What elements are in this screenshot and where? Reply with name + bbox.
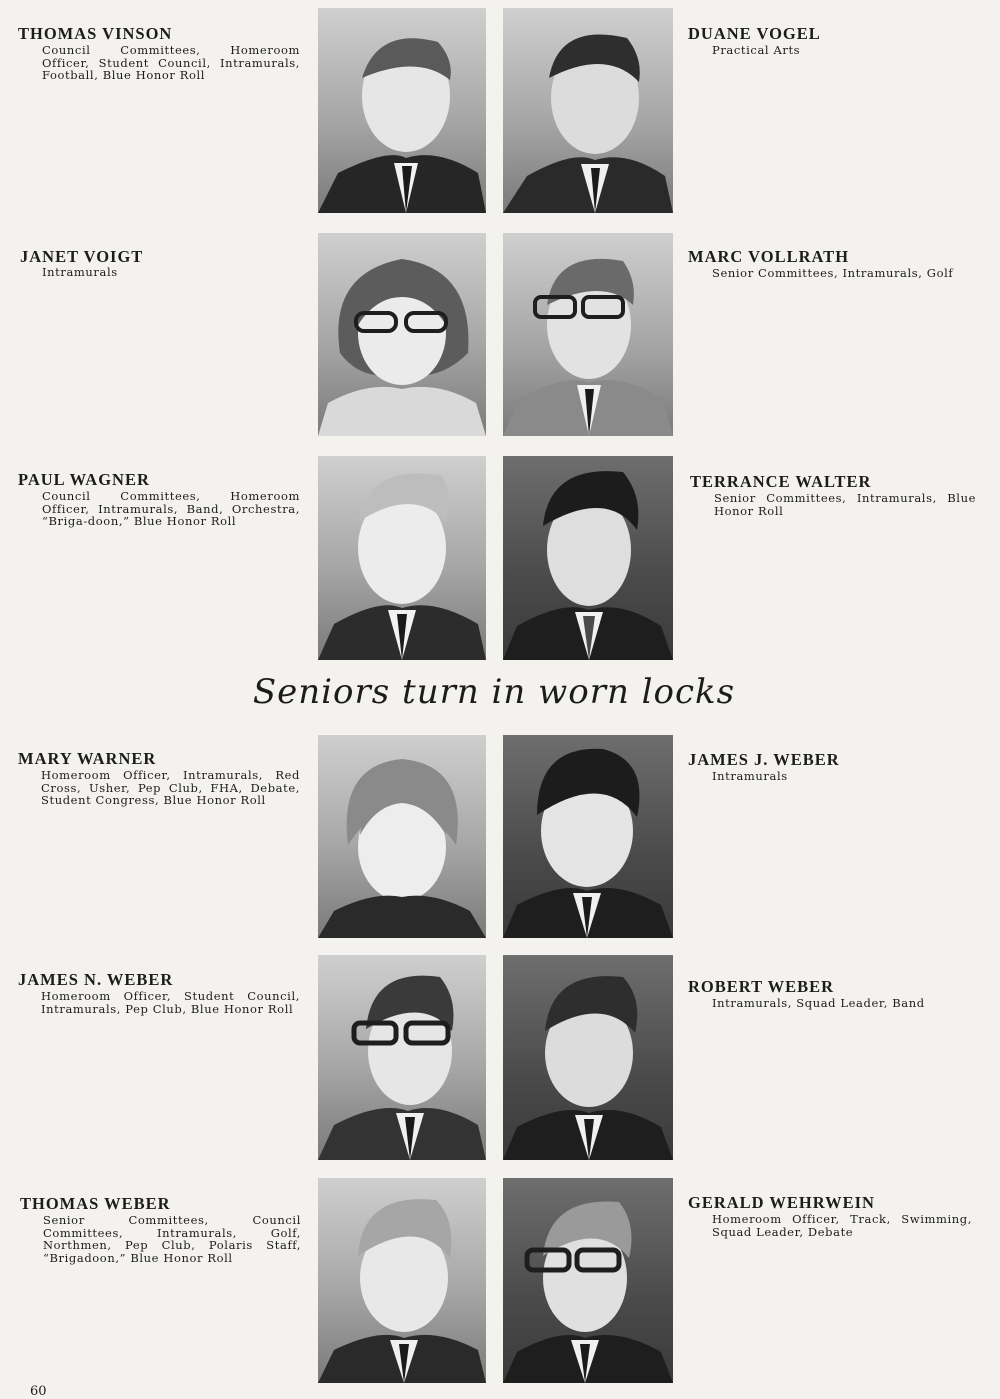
portrait-photo-janet-voigt xyxy=(318,233,486,436)
senior-name-janet-voigt: JANET VOIGT xyxy=(20,247,144,266)
senior-name-duane-vogel: DUANE VOGEL xyxy=(688,24,821,43)
senior-activities-james-n-weber: Homeroom Officer, Student Council, Intramurals, Pep Club, Blue Honor Roll xyxy=(41,989,300,1016)
senior-activities-mary-warner: Homeroom Officer, Intramurals, Red Cross, Usher, Pep Club, FHA, Debate, Student Congress, Blue Honor Roll xyxy=(41,768,300,807)
senior-activities-gerald-wehrwein: Homeroom Officer, Track, Swimming, Squad Leader, Debate xyxy=(712,1212,972,1239)
portrait-photo-mary-warner xyxy=(318,735,486,938)
senior-activities-thomas-vinson: Council Committees, Homeroom Officer, Student Council, Intramurals, Football, Blue Honor Roll xyxy=(42,43,300,82)
page-number: 60 xyxy=(30,1384,47,1399)
portrait-photo-thomas-vinson xyxy=(318,8,486,213)
senior-activities-paul-wagner: Council Committees, Homeroom Officer, Intramurals, Band, Orchestra, “Briga-doon,” Blue Honor Roll xyxy=(42,489,300,528)
senior-activities-thomas-weber: Senior Committees, Council Committees, Intramurals, Golf, Northmen, Pep Club, Polaris Staff, “Brigadoon,” Blue Honor Roll xyxy=(43,1213,301,1265)
senior-name-james-n-weber: JAMES N. WEBER xyxy=(18,970,174,989)
portrait-photo-thomas-weber xyxy=(318,1178,486,1383)
senior-name-thomas-vinson: THOMAS VINSON xyxy=(18,24,173,43)
senior-activities-marc-vollrath: Senior Committees, Intramurals, Golf xyxy=(712,266,954,280)
senior-name-robert-weber: ROBERT WEBER xyxy=(688,977,835,996)
senior-activities-james-j-weber: Intramurals xyxy=(712,769,788,783)
portrait-photo-duane-vogel xyxy=(503,8,673,213)
senior-activities-robert-weber: Intramurals, Squad Leader, Band xyxy=(712,996,925,1010)
senior-name-paul-wagner: PAUL WAGNER xyxy=(18,470,150,489)
portrait-photo-james-j-weber xyxy=(503,735,673,938)
portrait-photo-marc-vollrath xyxy=(503,233,673,436)
senior-name-james-j-weber: JAMES J. WEBER xyxy=(688,750,840,769)
senior-name-gerald-wehrwein: GERALD WEHRWEIN xyxy=(688,1193,875,1212)
senior-name-marc-vollrath: MARC VOLLRATH xyxy=(688,247,850,266)
portrait-photo-james-n-weber xyxy=(318,955,486,1160)
senior-name-terrance-walter: TERRANCE WALTER xyxy=(690,472,872,491)
senior-name-mary-warner: MARY WARNER xyxy=(18,749,157,768)
senior-activities-terrance-walter: Senior Committees, Intramurals, Blue Honor Roll xyxy=(714,491,976,518)
section-headline: Seniors turn in worn locks xyxy=(252,672,736,712)
portrait-photo-terrance-walter xyxy=(503,456,673,660)
portrait-photo-paul-wagner xyxy=(318,456,486,660)
senior-activities-duane-vogel: Practical Arts xyxy=(712,43,801,57)
portrait-photo-robert-weber xyxy=(503,955,673,1160)
senior-activities-janet-voigt: Intramurals xyxy=(42,265,118,279)
portrait-photo-gerald-wehrwein xyxy=(503,1178,673,1383)
senior-name-thomas-weber: THOMAS WEBER xyxy=(20,1194,171,1213)
